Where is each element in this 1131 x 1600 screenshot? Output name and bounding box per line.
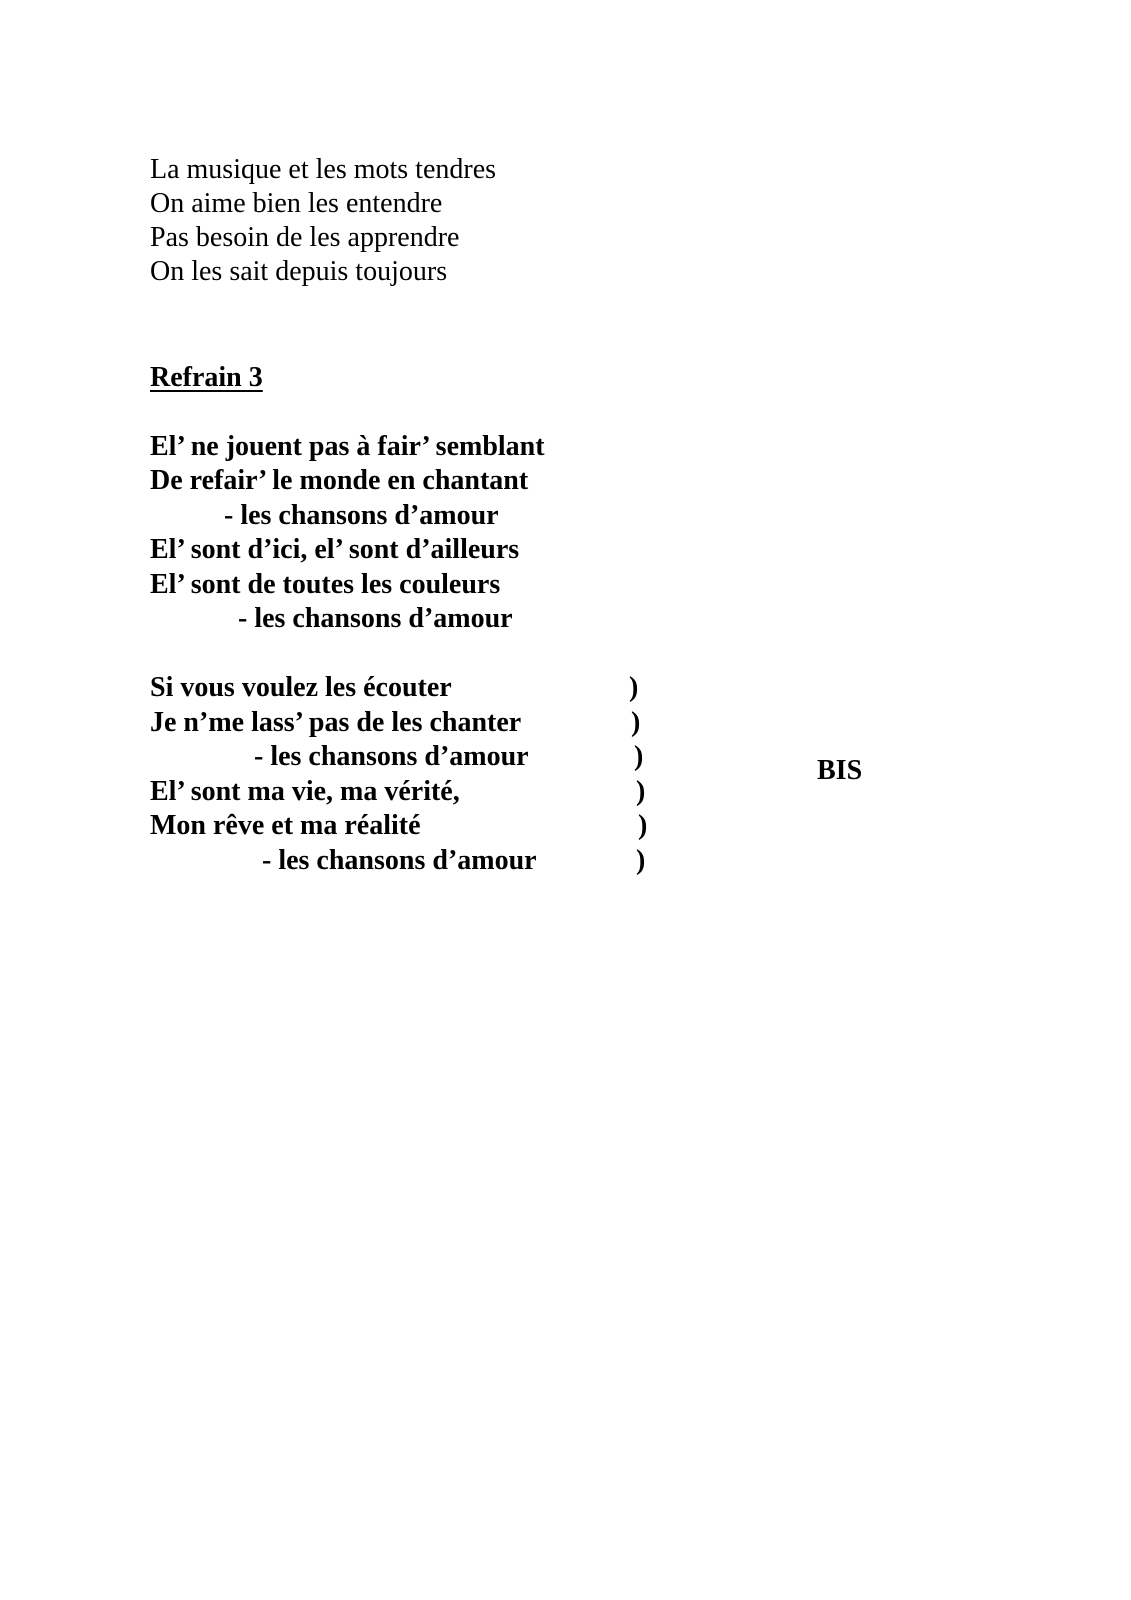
bis-label: BIS xyxy=(817,755,863,786)
refrain-line-11: Mon rêve et ma réalité xyxy=(150,810,421,841)
bracket-mark-6: ) xyxy=(636,845,646,876)
refrain-line-10: El’ sont ma vie, ma vérité, xyxy=(150,776,460,807)
verse-line-1: La musique et les mots tendres xyxy=(150,154,497,185)
refrain-heading: Refrain 3 xyxy=(150,362,263,393)
bracket-mark-3: ) xyxy=(634,741,644,772)
refrain-line-6: - les chansons d’amour xyxy=(238,603,513,634)
refrain-line-8: Je n’me lass’ pas de les chanter xyxy=(150,707,522,738)
verse-line-4: On les sait depuis toujours xyxy=(150,256,448,287)
refrain-line-7: Si vous voulez les écouter xyxy=(150,672,452,703)
refrain-line-2: De refair’ le monde en chantant xyxy=(150,465,529,496)
refrain-line-3: - les chansons d’amour xyxy=(224,500,499,531)
refrain-line-4: El’ sont d’ici, el’ sont d’ailleurs xyxy=(150,534,520,565)
bracket-mark-1: ) xyxy=(629,672,639,703)
refrain-line-9: - les chansons d’amour xyxy=(254,741,529,772)
verse-line-2: On aime bien les entendre xyxy=(150,188,443,219)
verse-line-3: Pas besoin de les apprendre xyxy=(150,222,460,253)
refrain-line-12: - les chansons d’amour xyxy=(262,845,537,876)
bracket-mark-2: ) xyxy=(631,707,641,738)
bracket-mark-4: ) xyxy=(636,776,646,807)
refrain-line-1: El’ ne jouent pas à fair’ semblant xyxy=(150,431,545,462)
refrain-line-5: El’ sont de toutes les couleurs xyxy=(150,569,501,600)
bracket-mark-5: ) xyxy=(638,810,648,841)
